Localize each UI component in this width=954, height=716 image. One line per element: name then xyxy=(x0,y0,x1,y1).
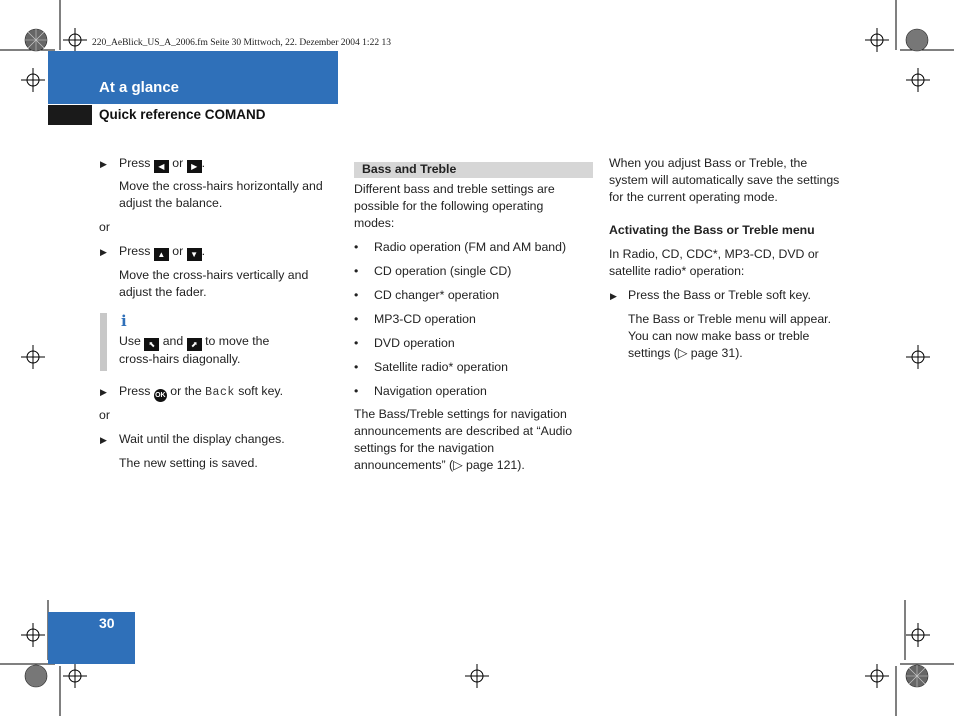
step1-desc-line: adjust the balance. xyxy=(119,196,223,210)
info-icon: i xyxy=(121,312,127,330)
step1-desc-line: Move the cross-hairs horizontally and xyxy=(119,179,323,193)
step-arrow-icon: ▶ xyxy=(100,247,107,257)
back-soft-key-label: Back xyxy=(205,386,235,399)
step-arrow-icon: ▶ xyxy=(100,435,107,445)
list-item: • MP3-CD operation xyxy=(354,312,476,326)
or-the: or the xyxy=(170,384,202,398)
note-rest: to move the xyxy=(205,334,270,348)
mode-line: In Radio, CD, CDC*, MP3-CD, DVD or xyxy=(609,247,819,261)
period: . xyxy=(201,156,206,170)
or-separator: or xyxy=(99,220,110,234)
press-label: Press xyxy=(119,244,151,258)
page-reference: settings (▷ page 31). xyxy=(628,346,743,360)
intro-line: system will automatically save the settings xyxy=(609,173,840,187)
operation-modes-line xyxy=(609,246,819,280)
activating-menu-heading: Activating the Bass or Treble menu xyxy=(609,223,815,237)
step2-desc xyxy=(119,267,308,301)
ok-button-icon: OK xyxy=(154,389,167,402)
nav-note-line: announcements are described at “Audio xyxy=(354,424,573,438)
list-item: • CD operation (single CD) xyxy=(354,264,512,278)
page-number: 30 xyxy=(99,615,115,631)
section-header-title: Bass and Treble xyxy=(362,162,457,176)
or-inline: or xyxy=(172,244,184,258)
page-number-box xyxy=(48,612,135,664)
operating-modes-list xyxy=(354,239,594,407)
step-press-left-right xyxy=(119,155,205,173)
intro-line: possible for the following operating xyxy=(354,199,544,213)
down-key-icon: ▼ xyxy=(187,248,202,261)
result-line: You can now make bass or treble xyxy=(628,329,810,343)
section-title: At a glance xyxy=(99,79,180,96)
step-arrow-icon: ▶ xyxy=(100,387,107,397)
note-use: Use xyxy=(119,334,141,348)
press-label: Press xyxy=(119,156,151,170)
list-item: • Radio operation (FM and AM band) xyxy=(354,240,567,254)
period: . xyxy=(201,244,206,258)
menu-result xyxy=(628,311,831,362)
file-meta-line: 220_AeBlick_US_A_2006.fm Seite 30 Mittwoch, 22. Dezember 2004 1:22 13 xyxy=(92,38,391,48)
result-line: The Bass or Treble menu will appear. xyxy=(628,312,832,326)
soft-key-label: soft key. xyxy=(238,384,284,398)
intro-line: modes: xyxy=(354,216,395,230)
note-line2: cross-hairs diagonally. xyxy=(119,352,241,366)
list-item: • Navigation operation xyxy=(354,384,487,398)
list-item: • CD changer* operation xyxy=(354,288,500,302)
step-press-ok xyxy=(119,383,283,402)
step2-desc-line: adjust the fader. xyxy=(119,285,207,299)
navigation-note xyxy=(354,406,572,474)
nav-note-line: The Bass/Treble settings for navigation xyxy=(354,407,567,421)
step1-desc xyxy=(119,178,323,212)
subsection-title: Quick reference COMAND xyxy=(99,107,266,122)
note-text xyxy=(119,333,269,368)
step2-desc-line: Move the cross-hairs vertically and xyxy=(119,268,309,282)
step-arrow-icon: ▶ xyxy=(100,159,107,169)
note-and: and xyxy=(162,334,184,348)
intro-line: When you adjust Bass or Treble, the xyxy=(609,156,808,170)
step-press-soft-key: Press the Bass or Treble soft key. xyxy=(628,288,811,302)
press-label: Press xyxy=(119,384,151,398)
diagonal-up-right-key-icon: ⬈ xyxy=(187,338,202,351)
intro-line: for the current operating mode. xyxy=(609,190,778,204)
mode-line: satellite radio* operation: xyxy=(609,264,745,278)
section-tab-marker xyxy=(48,105,92,125)
step-result: The new setting is saved. xyxy=(119,456,258,470)
header-bar xyxy=(48,51,338,104)
step-press-up-down xyxy=(119,243,205,261)
bass-treble-intro xyxy=(354,181,555,232)
up-key-icon: ▲ xyxy=(154,248,169,261)
list-item: • DVD operation xyxy=(354,336,455,350)
auto-save-intro xyxy=(609,155,839,206)
or-inline: or xyxy=(172,156,184,170)
left-key-icon: ◀ xyxy=(154,160,169,173)
diagonal-up-left-key-icon: ⬉ xyxy=(144,338,159,351)
right-key-icon: ▶ xyxy=(187,160,202,173)
page-reference: announcements” (▷ page 121). xyxy=(354,458,525,472)
step-arrow-icon: ▶ xyxy=(610,291,617,301)
note-bar xyxy=(100,313,107,371)
nav-note-line: settings for the navigation xyxy=(354,441,495,455)
or-separator: or xyxy=(99,408,110,422)
step-wait: Wait until the display changes. xyxy=(119,432,285,446)
intro-line: Different bass and treble settings are xyxy=(354,182,555,196)
list-item: • Satellite radio* operation xyxy=(354,360,508,374)
